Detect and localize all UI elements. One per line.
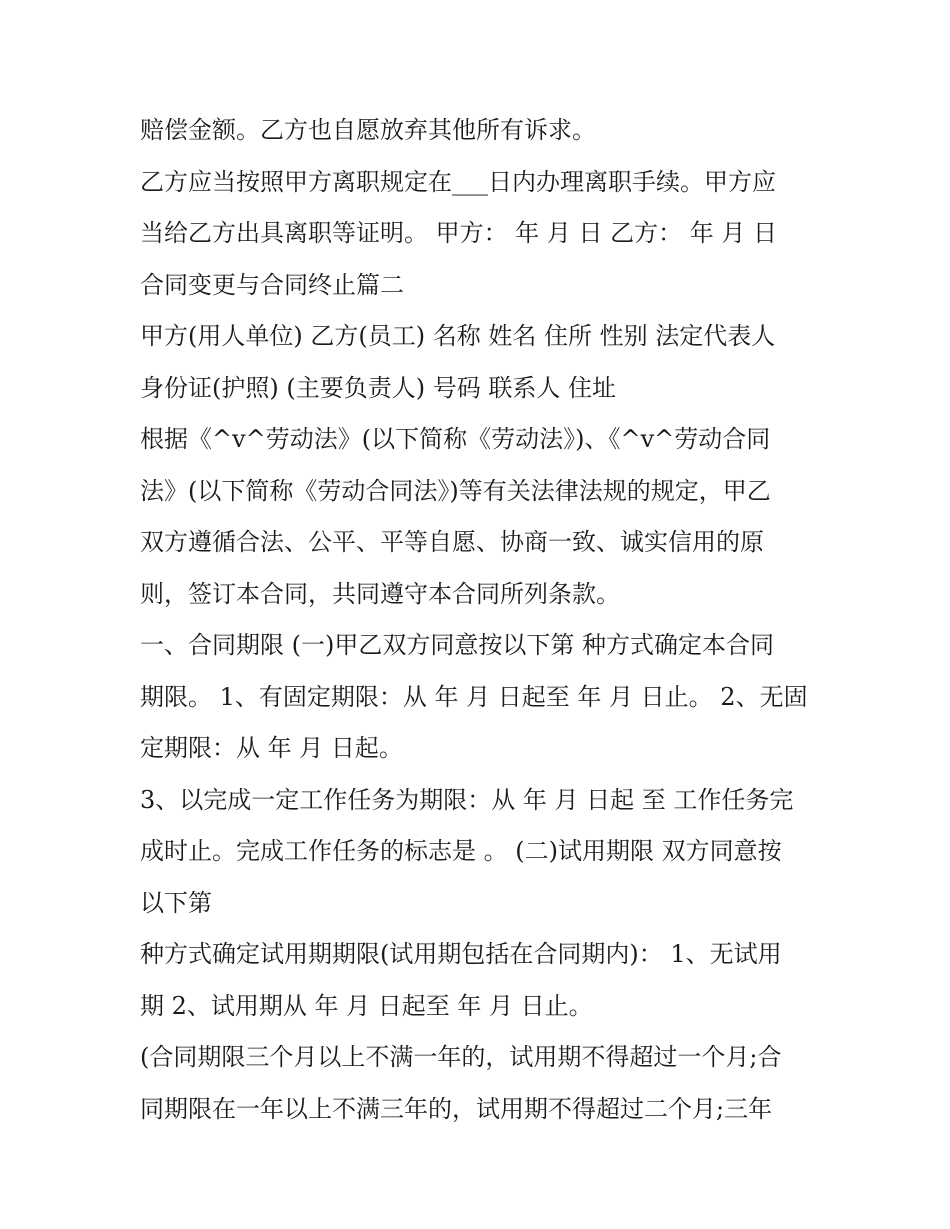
text-line: 定期限：从 年 月 日起。 [140,734,403,762]
text-line: 则，签订本合同，共同遵守本合同所列条款。 [140,579,620,608]
text-line: 3、以完成一定工作任务为期限：从 年 月 日起 至 工作任务完 [140,785,794,814]
text-line: 以下第 [140,888,212,917]
text-line: 种方式确定试用期期限(试用期包括在合同期内)： 1、无试用 [140,940,782,968]
text-line: 同期限在一年以上不满三年的，试用期不得超过二个月;三年 [140,1094,773,1123]
text-line: 赔偿金额。乙方也自愿放弃其他所有诉求。 [140,116,596,144]
text-line: 根据《^v^劳动法》(以下简称《劳动法》)、《^v^劳动合同 [140,425,771,453]
text-line: 法》(以下简称《劳动合同法》)等有关法律法规的规定，甲乙 [140,476,771,505]
text-line: 乙方应当按照甲方离职规定在___日内办理离职手续。甲方应 [140,167,776,196]
document-body [140,105,820,1135]
text-line: 身份证(护照) (主要负责人) 号码 联系人 住址 [140,373,616,402]
text-line: 期限。 1、有固定期限：从 年 月 日起至 年 月 日止。 2、无固 [140,682,808,711]
text-line: 双方遵循合法、公平、平等自愿、协商一致、诚实信用的原 [140,528,764,556]
text-line: 当给乙方出具离职等证明。 甲方： 年 月 日 乙方： 年 月 日 [140,219,778,247]
section-heading: 合同变更与合同终止篇二 [140,270,404,299]
text-line: 甲方(用人单位) 乙方(员工) 名称 姓名 住所 性别 法定代表人 [140,322,776,350]
text-line: (合同期限三个月以上不满一年的，试用期不得超过一个月;合 [140,1043,782,1071]
text-line: 成时止。完成工作任务的标志是 。 (二)试用期限 双方同意按 [140,837,782,865]
text-line: 一、合同期限 (一)甲乙双方同意按以下第 种方式确定本合同 [140,631,774,659]
text-line: 期 2、试用期从 年 月 日起至 年 月 日止。 [140,991,593,1020]
